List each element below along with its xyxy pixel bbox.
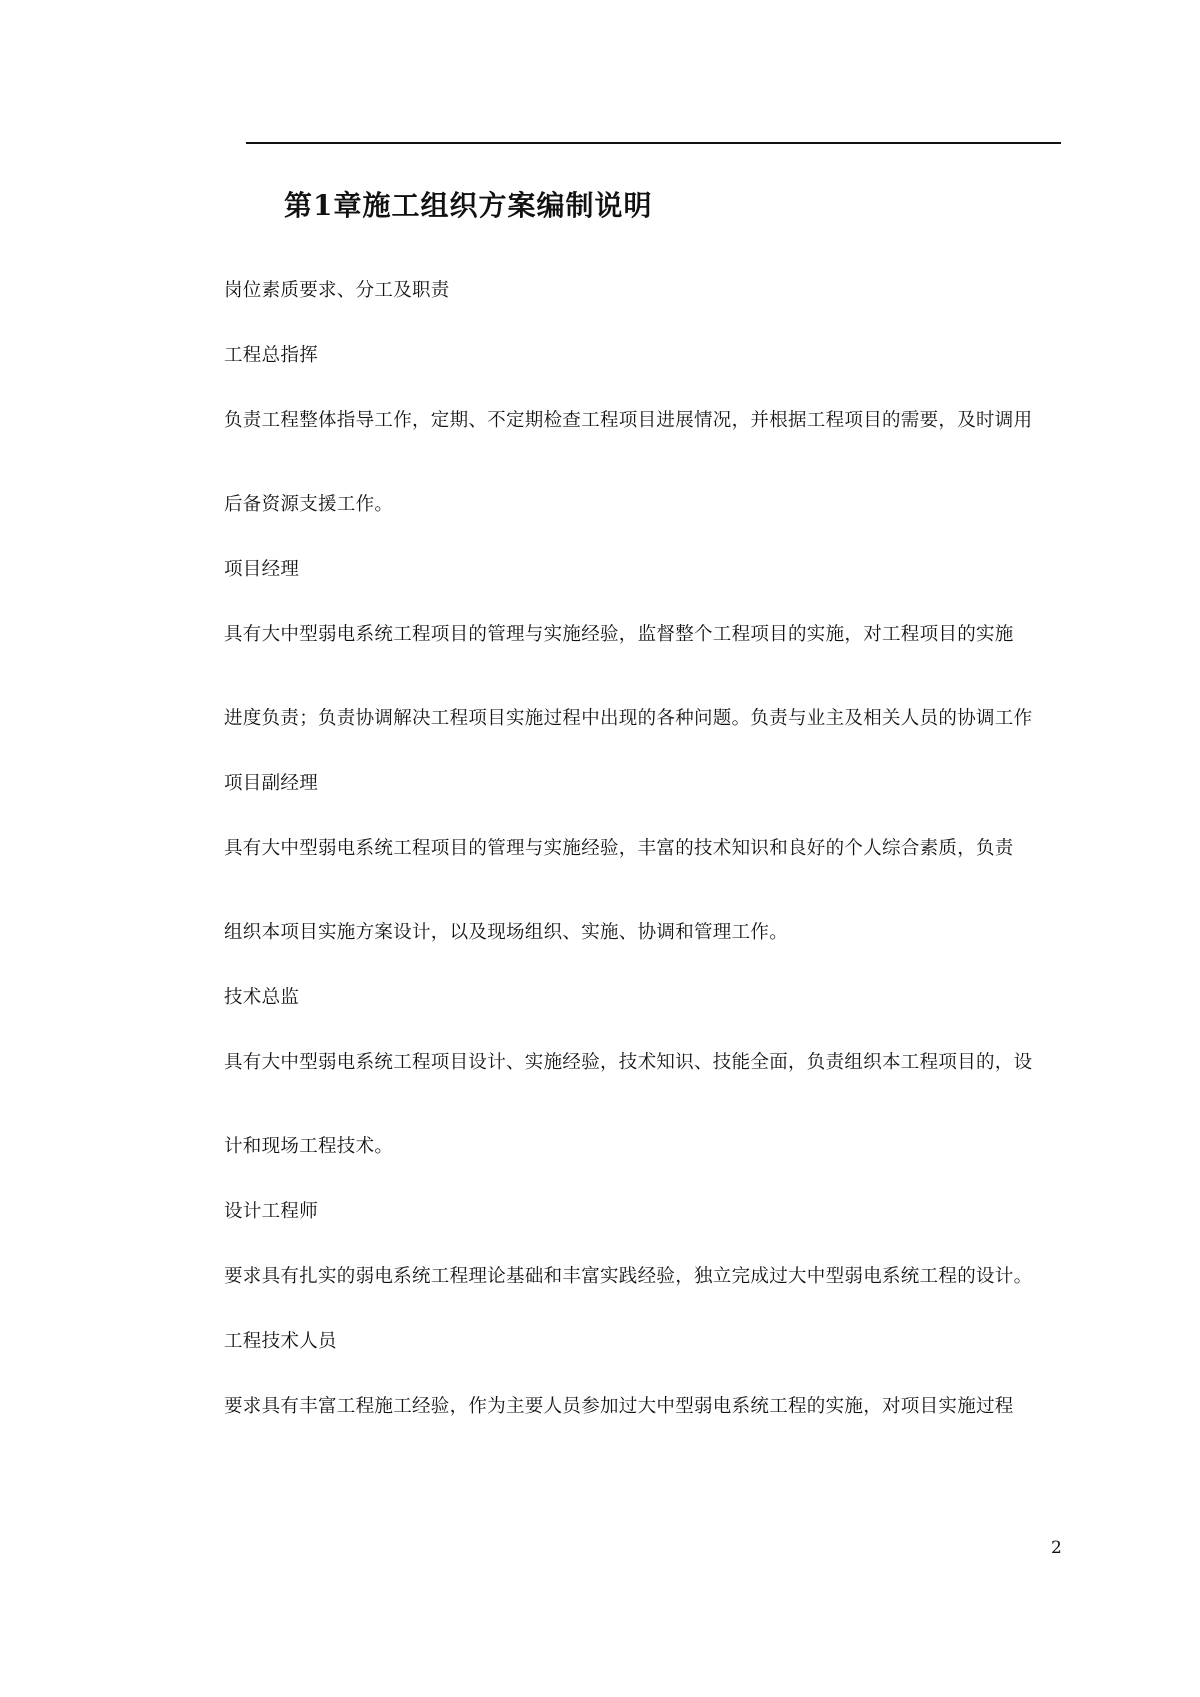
paragraph-line: 具有大中型弱电系统工程项目的管理与实施经验，丰富的技术知识和良好的个人综合素质，负责	[224, 838, 1014, 859]
role-heading-design-engineer: 设计工程师	[224, 1201, 319, 1222]
paragraph-line: 后备资源支援工作。	[224, 494, 394, 515]
role-heading-technical-staff: 工程技术人员	[224, 1331, 337, 1352]
paragraph-line: 组织本项目实施方案设计，以及现场组织、实施、协调和管理工作。	[224, 922, 789, 943]
role-heading-project-manager: 项目经理	[224, 559, 300, 580]
role-heading-deputy-manager: 项目副经理	[224, 773, 319, 794]
paragraph-line: 要求具有扎实的弱电系统工程理论基础和丰富实践经验，独立完成过大中型弱电系统工程的设计。	[224, 1266, 1033, 1287]
chapter-title: 第1章施工组织方案编制说明	[284, 189, 653, 222]
role-heading-general-commander: 工程总指挥	[224, 345, 319, 366]
role-heading-technical-director: 技术总监	[224, 987, 300, 1008]
section-heading-roles: 岗位素质要求、分工及职责	[224, 280, 450, 301]
page-number: 2	[1051, 1538, 1062, 1558]
header-rule	[246, 142, 1061, 144]
paragraph-line: 进度负责；负责协调解决工程项目实施过程中出现的各种问题。负责与业主及相关人员的协调工作	[224, 708, 1033, 729]
paragraph-line: 具有大中型弱电系统工程项目的管理与实施经验，监督整个工程项目的实施，对工程项目的实施	[224, 624, 1014, 645]
paragraph-line: 计和现场工程技术。	[224, 1136, 394, 1157]
paragraph-line: 要求具有丰富工程施工经验，作为主要人员参加过大中型弱电系统工程的实施，对项目实施过程	[224, 1396, 1014, 1417]
paragraph-line: 负责工程整体指导工作，定期、不定期检查工程项目进展情况，并根据工程项目的需要，及时调用	[224, 410, 1033, 431]
paragraph-line: 具有大中型弱电系统工程项目设计、实施经验，技术知识、技能全面，负责组织本工程项目的，设	[224, 1052, 1033, 1073]
